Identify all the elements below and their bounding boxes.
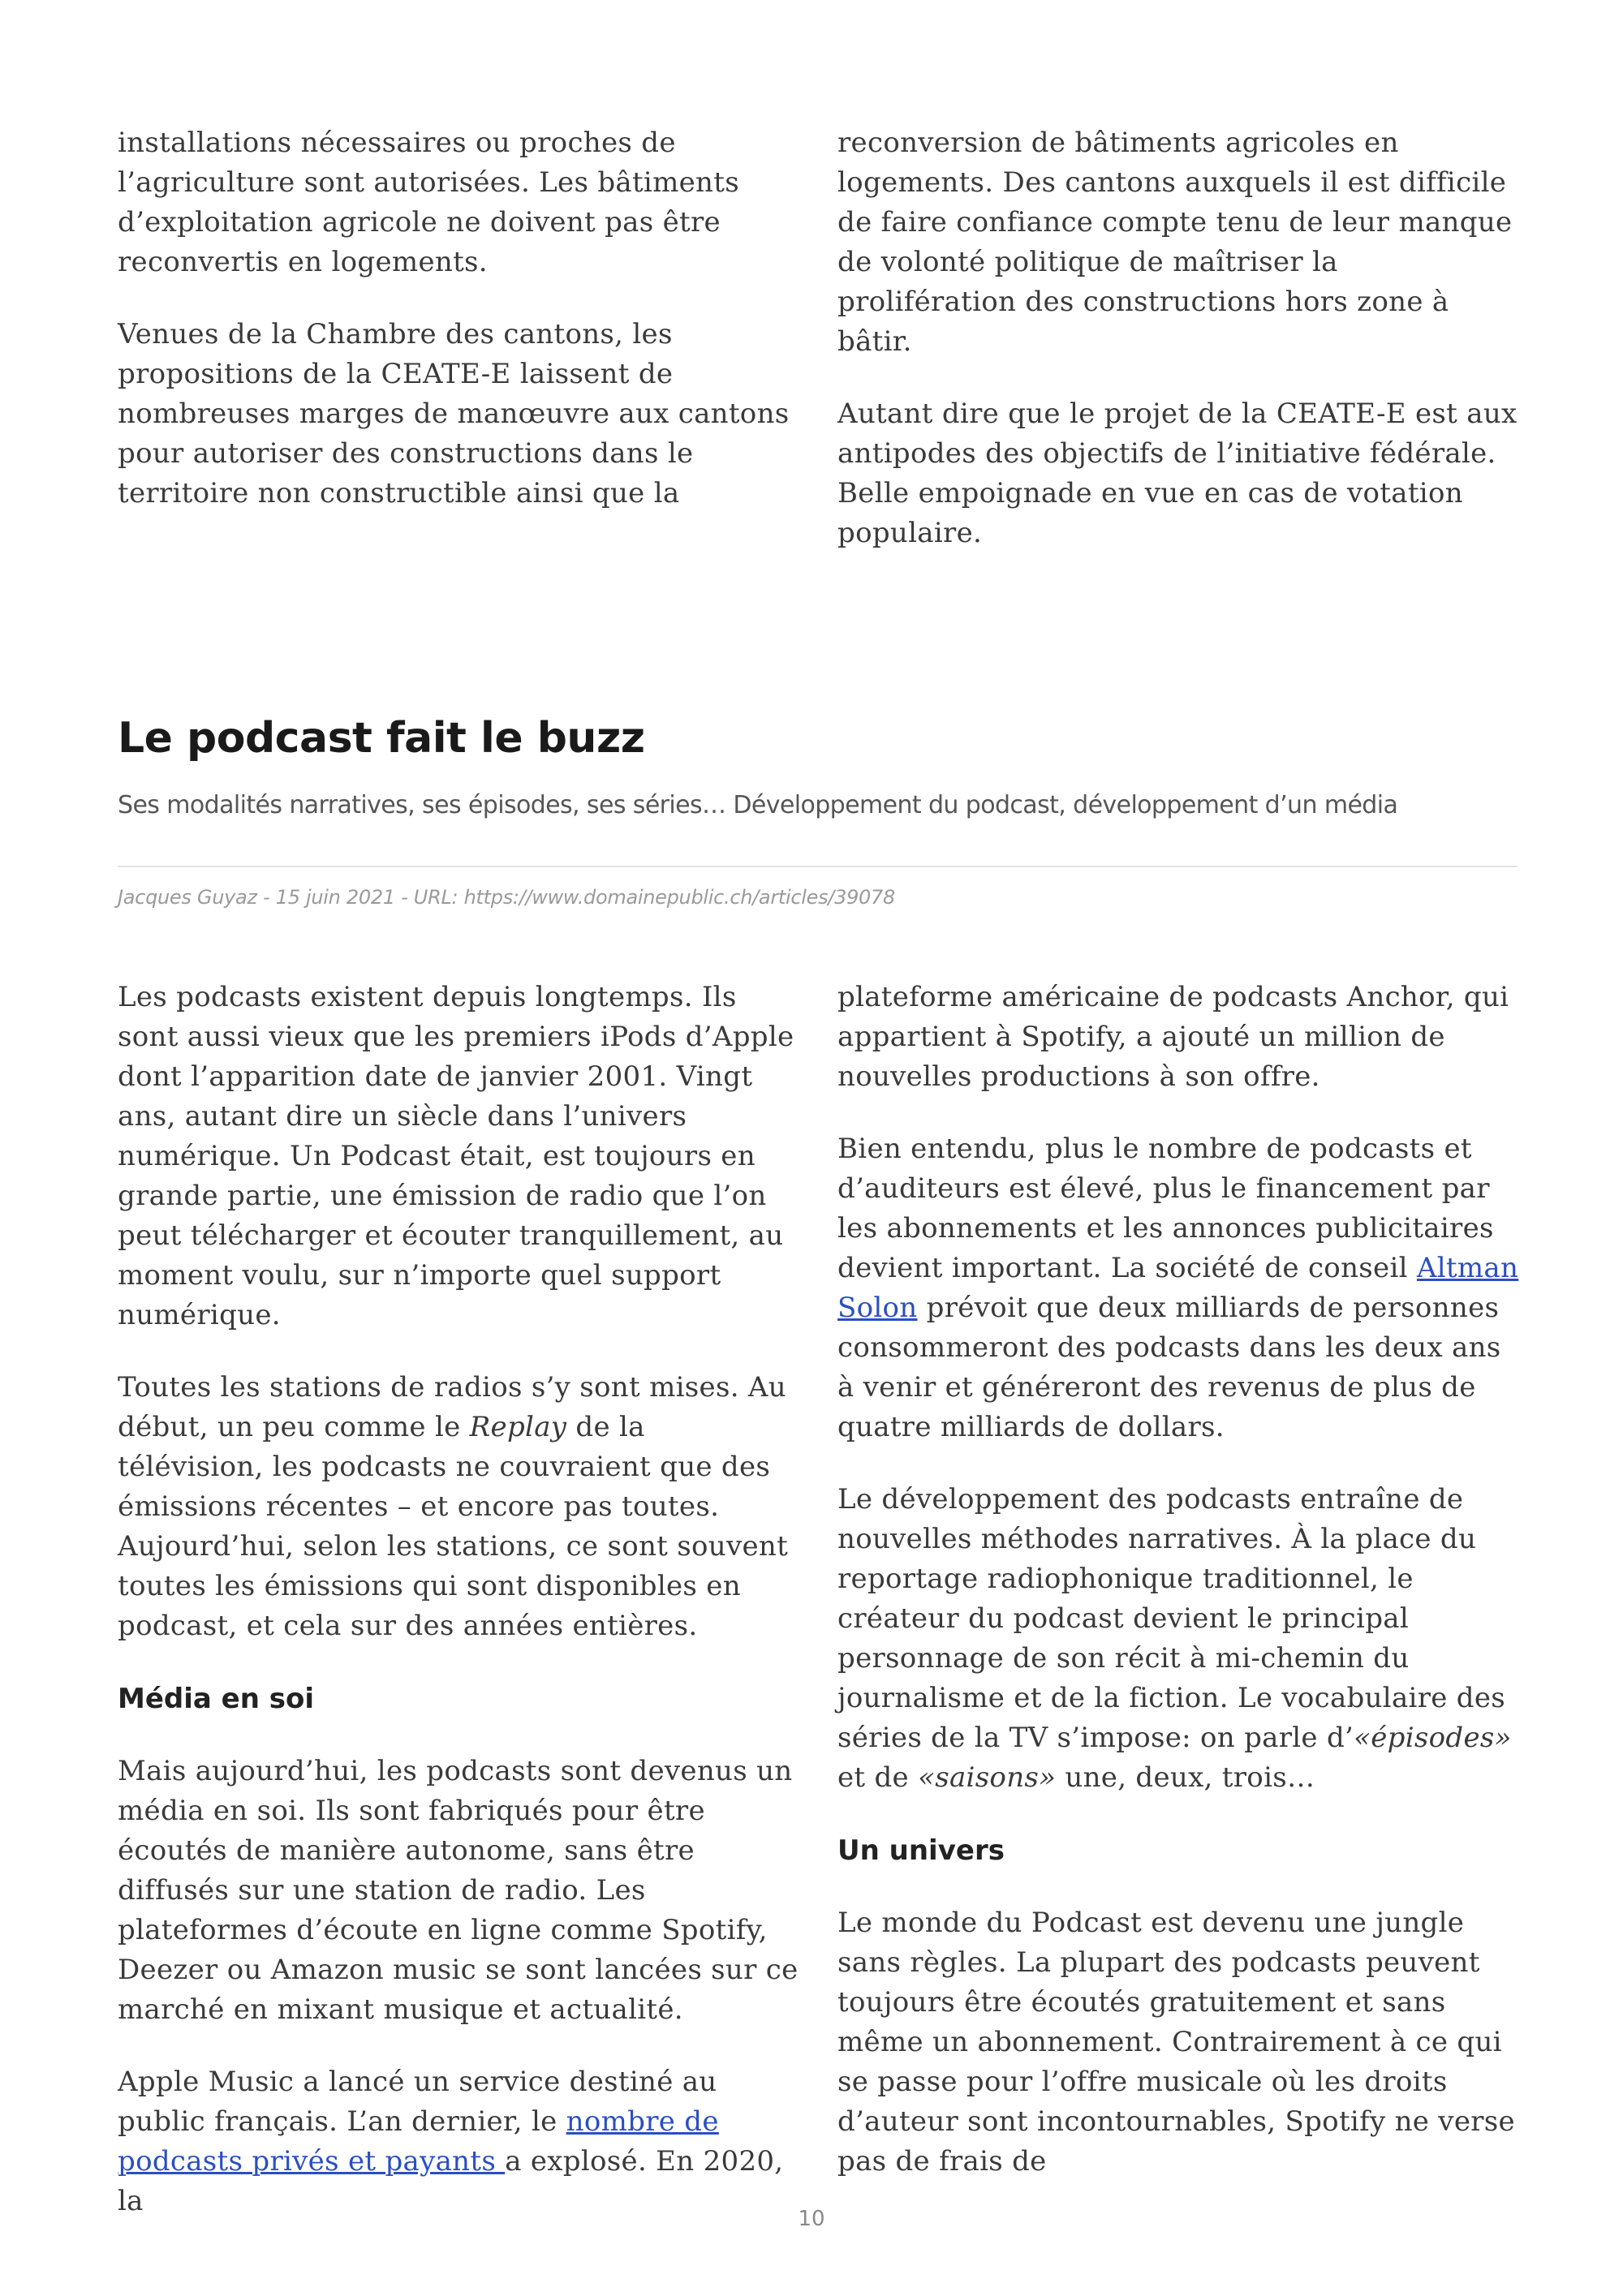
article-subtitle: Ses modalités narratives, ses épisodes, ses séries… Développement du podcast, développement d’un média: [118, 791, 1398, 819]
paragraph: Mais aujourd’hui, les podcasts sont devenus un média en soi. Ils sont fabriqués pour être écoutés de manière autonome, sans être diffusés sur une station de radio. Les plateformes d’écoute en ligne comme Spotify, Deezer ou Amazon music se sont lancées sur ce marché en mixant musique et actualité.: [118, 1755, 799, 2026]
paragraph: [118, 1368, 799, 1646]
text-run: prévoit que deux milliards de personnes consommeront des podcasts dans les deux ans à venir et généreront des revenus de plus de quatre milliards de dollars.: [837, 1292, 1501, 1443]
text-run: a explosé. En 2020, la: [118, 2145, 784, 2217]
article-byline: Jacques Guyaz - 15 juin 2021 - URL: https://www.domainepublic.ch/articles/39078: [118, 886, 895, 909]
text-run: une, deux, trois…: [1056, 1761, 1315, 1794]
paragraph: Le monde du Podcast est devenu une jungle sans règles. La plupart des podcasts peuvent toujours être écoutés gratuitement et sans même un abonnement. Contrairement à ce qui se passe pour l’offre musicale où les droits d’auteur sont incontournables, Spotify ne verse pas de frais de: [837, 1907, 1515, 2178]
paragraph: Les podcasts existent depuis longtemps. Ils sont aussi vieux que les premiers iPods d’Apple dont l’apparition date de janvier 2001. Vingt ans, autant dire un siècle dans l’univers numérique. Un Podcast était, est toujours en grande partie, une émission de radio que l’on peut télécharger et écouter tranquillement, au moment voulu, sur n’importe quel support numérique.: [118, 981, 794, 1331]
emphasis: «épisodes»: [1354, 1722, 1512, 1754]
previous-article-right-column: [837, 123, 1519, 586]
text-run: de la télévision, les podcasts ne couvraient que des émissions récentes – et encore pas toutes. Aujourd’hui, selon les stations, ce sont souvent toutes les émissions qui sont disponibles en podcast, et cela sur des années entières.: [118, 1411, 789, 1642]
paragraph: reconversion de bâtiments agricoles en logements. Des cantons auxquels il est difficile de faire confiance compte tenu de leur manque de volonté politique de maîtriser la prolifération des constructions hors zone à bâtir.: [837, 127, 1513, 358]
paragraph: [118, 2062, 799, 2221]
emphasis: Replay: [469, 1411, 567, 1443]
previous-article-left-column: [118, 123, 799, 546]
text-run: Bien entendu, plus le nombre de podcasts et d’auditeurs est élevé, plus le financement par les abonnements et les annonces publicitaires devient important. La société de conseil: [837, 1133, 1494, 1284]
paragraph: Venues de la Chambre des cantons, les propositions de la CEATE-E laissent de nombreuses marges de manœuvre aux cantons pour autoriser des constructions dans le territoire non constructible ainsi que la: [118, 318, 790, 510]
section-heading: Média en soi: [118, 1683, 315, 1715]
text-run: Apple Music a lancé un service destiné au public français. L’an dernier, le: [118, 2066, 717, 2138]
paragraph: [837, 1480, 1519, 1798]
article-right-column: [837, 978, 1519, 2214]
paragraph: [837, 1129, 1519, 1447]
paragraph: Autant dire que le projet de la CEATE-E est aux antipodes des objectifs de l’initiative fédérale. Belle empoignade en vue en cas de votation populaire.: [837, 398, 1518, 549]
paragraph: plateforme américaine de podcasts Anchor, qui appartient à Spotify, a ajouté un million de nouvelles productions à son offre.: [837, 981, 1509, 1093]
article-left-column: [118, 978, 799, 2254]
article-title: Le podcast fait le buzz: [118, 714, 645, 763]
paragraph: installations nécessaires ou proches de l’agriculture sont autorisées. Les bâtiments d’exploitation agricole ne doivent pas être reconvertis en logements.: [118, 127, 739, 278]
podcasts-link[interactable]: nombre de podcasts privés et payants: [118, 2105, 719, 2178]
page-number: 10: [798, 2207, 825, 2231]
divider: [118, 866, 1518, 867]
altman-solon-link[interactable]: Altman Solon: [837, 1252, 1519, 1324]
section-heading: Un univers: [837, 1834, 1005, 1867]
text-run: Toutes les stations de radios s’y sont mises. Au début, un peu comme le: [118, 1371, 786, 1443]
emphasis: «saisons»: [918, 1761, 1057, 1794]
text-run: Le développement des podcasts entraîne de nouvelles méthodes narratives. À la place du reportage radiophonique traditionnel, le créateur du podcast devient le principal personnage de son récit à mi-chemin du journalisme et de la fiction. Le vocabulaire des séries de la TV s’impose: on parle d’: [837, 1483, 1506, 1754]
text-run: et de: [837, 1761, 919, 1794]
